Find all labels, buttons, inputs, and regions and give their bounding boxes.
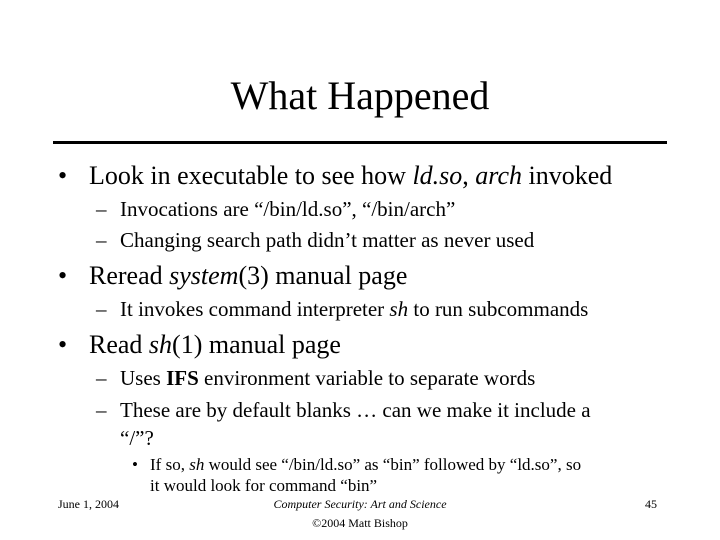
bullet-3-sub-1-text: Uses (120, 366, 167, 390)
bullet-2-sub-1 (120, 296, 588, 322)
bullet-1 (89, 160, 612, 192)
bullet-3-text-end: (1) manual page (172, 330, 341, 359)
bullet-2-text: Reread (89, 261, 170, 290)
bullet-1-sep: , (462, 161, 476, 190)
bullet-mark: • (132, 455, 138, 474)
bullet-3 (89, 329, 341, 361)
dash-mark: – (96, 398, 107, 422)
dash-mark: – (96, 366, 107, 390)
bullet-2-sub-1-em-sh: sh (389, 297, 409, 321)
bullet-3-em-sh: sh (148, 330, 173, 359)
footer-copyright: ©2004 Matt Bishop (312, 516, 408, 530)
bullet-3-subsub-text: If so, (150, 455, 190, 474)
bullet-1-text-end: invoked (522, 161, 613, 190)
page-number: 45 (645, 497, 657, 511)
bullet-3-sub-2-line-1: These are by default blanks … can we make it include a (120, 398, 591, 422)
bullet-3-subsub-line-1 (150, 454, 581, 476)
slide-title: What Happened (230, 73, 490, 118)
title-rule (53, 141, 667, 144)
bullet-3-subsub-text-end: would see “/bin/ld.so” as “bin” followed by “ld.so”, so (204, 455, 582, 474)
bullet-mark: • (58, 330, 68, 359)
bullet-3-text: Read (89, 330, 149, 359)
bullet-3-sub-1 (120, 365, 535, 391)
dash-mark: – (96, 297, 107, 321)
bullet-1-em-ldso: ld.so (412, 161, 463, 190)
bullet-3-subsub-line-2: it would look for command “bin” (150, 476, 378, 495)
footer-date: June 1, 2004 (58, 497, 119, 511)
bullet-3-sub-1-strong-ifs: IFS (166, 366, 199, 390)
bullet-1-em-arch: arch (475, 161, 522, 190)
dash-mark: – (96, 197, 107, 221)
bullet-3-sub-1-text-end: environment variable to separate words (198, 366, 536, 390)
bullet-2-text-end: (3) manual page (238, 261, 408, 290)
bullet-mark: • (58, 161, 68, 190)
dash-mark: – (96, 228, 107, 252)
bullet-1-sub-2: Changing search path didn’t matter as never used (120, 228, 535, 252)
bullet-1-text: Look in executable to see how (89, 161, 413, 190)
bullet-2 (89, 260, 407, 292)
bullet-1-sub-1: Invocations are “/bin/ld.so”, “/bin/arch” (120, 197, 456, 221)
bullet-2-em-system: system (169, 261, 239, 290)
bullet-3-sub-2-line-2: “/”? (120, 426, 154, 450)
bullet-2-sub-1-text: It invokes command interpreter (120, 297, 390, 321)
footer-course (210, 497, 510, 511)
bullet-2-sub-1-text-end: to run subcommands (408, 297, 589, 321)
footer-course-title: Computer Security: Art and Science (273, 497, 447, 511)
bullet-mark: • (58, 261, 68, 290)
bullet-3-subsub-em-sh: sh (189, 455, 205, 474)
